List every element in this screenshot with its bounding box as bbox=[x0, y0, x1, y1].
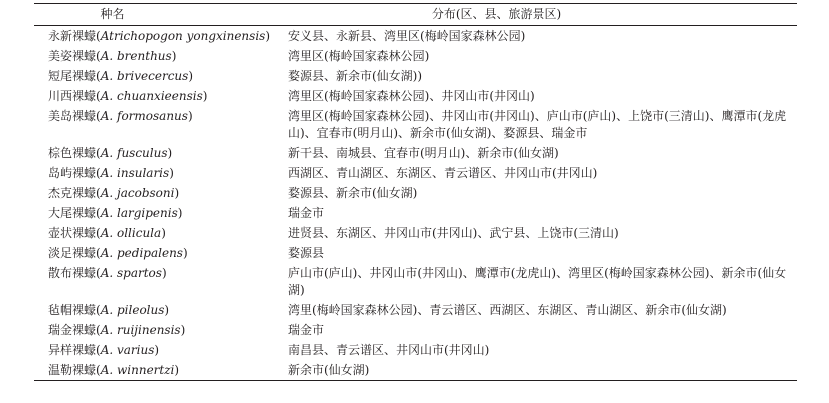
species-chinese-name: 毡帽裸蠓 bbox=[48, 303, 97, 317]
paren-open: ( bbox=[96, 266, 101, 280]
table-header-row bbox=[34, 4, 797, 26]
table-row bbox=[34, 243, 797, 263]
paren-open: ( bbox=[96, 323, 101, 337]
paren-open: ( bbox=[96, 186, 101, 200]
distribution-cell: 安义县、永新县、湾里区(梅岭国家森林公园) bbox=[288, 29, 526, 43]
paren-close: ) bbox=[174, 186, 180, 200]
table-row bbox=[34, 183, 797, 203]
distribution-cell: 南昌县、青云谱区、井冈山市(井冈山) bbox=[288, 343, 490, 357]
species-name-cell bbox=[34, 320, 286, 340]
species-name-cell bbox=[34, 86, 286, 106]
paren-close: ) bbox=[161, 266, 167, 280]
paren-close: ) bbox=[188, 69, 193, 83]
paren-open: ( bbox=[96, 69, 101, 83]
species-latin-name: A. ollicula bbox=[100, 226, 162, 240]
species-name-cell bbox=[34, 263, 286, 300]
paren-close: ) bbox=[265, 29, 271, 43]
species-latin-name: A. largipenis bbox=[100, 206, 178, 220]
species-latin-name: A. jacobsoni bbox=[100, 186, 175, 200]
distribution-cell: 婺源县 bbox=[288, 246, 325, 260]
paren-open: ( bbox=[96, 166, 101, 180]
species-name-cell bbox=[34, 203, 286, 223]
species-name-cell bbox=[34, 183, 286, 203]
species-chinese-name: 大尾裸蠓 bbox=[48, 206, 97, 220]
table-row bbox=[34, 360, 797, 381]
paren-open: ( bbox=[96, 343, 101, 357]
table-row bbox=[34, 300, 797, 320]
distribution-cell: 庐山市(庐山)、井冈山市(井冈山)、鹰潭市(龙虎山)、湾里区(梅岭国家森林公园)、新余市(仙女湖) bbox=[288, 266, 787, 297]
paren-open: ( bbox=[96, 246, 101, 260]
distribution-cell: 湾里区(梅岭国家森林公园)、井冈山市(井冈山)、庐山市(庐山)、上饶市(三清山)、鹰潭市(龙虎山)、宜春市(明月山)、新余市(仙女湖)、婺源县、瑞金市 bbox=[288, 109, 787, 140]
paren-close: ) bbox=[167, 146, 173, 160]
species-latin-name: A. chuanxieensis bbox=[100, 89, 203, 103]
distribution-cell: 湾里(梅岭国家森林公园)、青云谱区、西湖区、东湖区、青山湖区、新余市(仙女湖) bbox=[288, 303, 727, 317]
species-chinese-name: 美岛裸蠓 bbox=[48, 109, 97, 123]
paren-close: ) bbox=[171, 49, 177, 63]
species-name-cell bbox=[34, 106, 286, 143]
species-distribution-table bbox=[34, 3, 797, 381]
species-chinese-name: 永新裸蠓 bbox=[48, 29, 97, 43]
paren-open: ( bbox=[96, 89, 101, 103]
species-latin-name: A. brivecercus bbox=[100, 69, 189, 83]
species-latin-name: A. winnertzi bbox=[100, 363, 175, 377]
distribution-cell: 进贤县、东湖区、井冈山市(井冈山)、武宁县、上饶市(三清山) bbox=[288, 226, 619, 240]
table-row bbox=[34, 106, 797, 143]
table-row bbox=[34, 223, 797, 243]
table-row bbox=[34, 66, 797, 86]
species-chinese-name: 川西裸蠓 bbox=[48, 89, 97, 103]
table-row bbox=[34, 46, 797, 66]
distribution-cell: 婺源县、新余市(仙女湖) bbox=[288, 186, 418, 200]
paren-open: ( bbox=[96, 206, 101, 220]
paren-open: ( bbox=[96, 363, 101, 377]
table-row bbox=[34, 320, 797, 340]
paren-close: ) bbox=[164, 303, 170, 317]
paren-close: ) bbox=[174, 363, 180, 377]
paren-open: ( bbox=[96, 109, 101, 123]
paren-open: ( bbox=[96, 226, 101, 240]
distribution-cell: 新余市(仙女湖) bbox=[288, 363, 370, 377]
species-chinese-name: 异样裸蠓 bbox=[48, 343, 97, 357]
table-row bbox=[34, 263, 797, 300]
paren-close: ) bbox=[202, 89, 208, 103]
table-row bbox=[34, 340, 797, 360]
distribution-cell: 西湖区、青山湖区、东湖区、青云谱区、井冈山市(井冈山) bbox=[288, 166, 598, 180]
table-row bbox=[34, 86, 797, 106]
species-chinese-name: 壶状裸蠓 bbox=[48, 226, 97, 240]
species-chinese-name: 杰克裸蠓 bbox=[48, 186, 97, 200]
distribution-cell: 湾里区(梅岭国家森林公园)、井冈山市(井冈山) bbox=[288, 89, 535, 103]
species-chinese-name: 散布裸蠓 bbox=[48, 266, 97, 280]
species-name-cell bbox=[34, 360, 286, 381]
species-name-cell bbox=[34, 300, 286, 320]
species-latin-name: A. varius bbox=[100, 343, 155, 357]
distribution-cell: 湾里区(梅岭国家森林公园) bbox=[288, 49, 430, 63]
species-chinese-name: 瑞金裸蠓 bbox=[48, 323, 97, 337]
paren-close: ) bbox=[154, 343, 160, 357]
paren-close: ) bbox=[177, 206, 183, 220]
species-name-cell bbox=[34, 340, 286, 360]
species-latin-name: A. ruijinensis bbox=[100, 323, 181, 337]
table-row bbox=[34, 143, 797, 163]
table-row bbox=[34, 203, 797, 223]
paren-close: ) bbox=[182, 246, 188, 260]
species-chinese-name: 淡足裸蠓 bbox=[48, 246, 97, 260]
header-distribution: 分布(区、县、旅游景区) bbox=[431, 7, 562, 21]
species-latin-name: A. pileolus bbox=[100, 303, 165, 317]
paren-close: ) bbox=[187, 109, 193, 123]
species-name-cell bbox=[34, 223, 286, 243]
paren-close: ) bbox=[180, 323, 186, 337]
species-name-cell bbox=[34, 46, 286, 66]
species-latin-name: Atrichopogon yongxinensis bbox=[100, 29, 266, 43]
species-chinese-name: 岛屿裸蠓 bbox=[48, 166, 97, 180]
species-latin-name: A. pedipalens bbox=[100, 246, 183, 260]
species-chinese-name: 棕色裸蠓 bbox=[48, 146, 97, 160]
paren-open: ( bbox=[96, 146, 101, 160]
distribution-cell: 瑞金市 bbox=[288, 206, 325, 220]
species-latin-name: A. fusculus bbox=[100, 146, 168, 160]
species-name-cell bbox=[34, 66, 286, 86]
species-name-cell bbox=[34, 163, 286, 183]
table-body bbox=[34, 26, 797, 381]
species-latin-name: A. spartos bbox=[100, 266, 162, 280]
species-name-cell bbox=[34, 243, 286, 263]
paren-close: ) bbox=[161, 226, 166, 240]
species-name-cell bbox=[34, 143, 286, 163]
table-row bbox=[34, 163, 797, 183]
paren-open: ( bbox=[96, 49, 101, 63]
header-species-name: 种名 bbox=[100, 7, 125, 21]
distribution-cell: 瑞金市 bbox=[288, 323, 325, 337]
species-latin-name: A. brenthus bbox=[100, 49, 172, 63]
distribution-cell: 新干县、南城县、宜春市(明月山)、新余市(仙女湖) bbox=[288, 146, 559, 160]
distribution-cell: 婺源县、新余市(仙女湖)) bbox=[288, 69, 423, 83]
paren-open: ( bbox=[96, 29, 101, 43]
paren-open: ( bbox=[96, 303, 101, 317]
species-chinese-name: 温勒裸蠓 bbox=[48, 363, 97, 377]
table-row bbox=[34, 26, 797, 47]
paren-close: ) bbox=[169, 166, 174, 180]
species-chinese-name: 短尾裸蠓 bbox=[48, 69, 97, 83]
species-name-cell bbox=[34, 26, 286, 47]
species-latin-name: A. formosanus bbox=[100, 109, 188, 123]
species-chinese-name: 美姿裸蠓 bbox=[48, 49, 97, 63]
species-latin-name: A. insularis bbox=[100, 166, 170, 180]
